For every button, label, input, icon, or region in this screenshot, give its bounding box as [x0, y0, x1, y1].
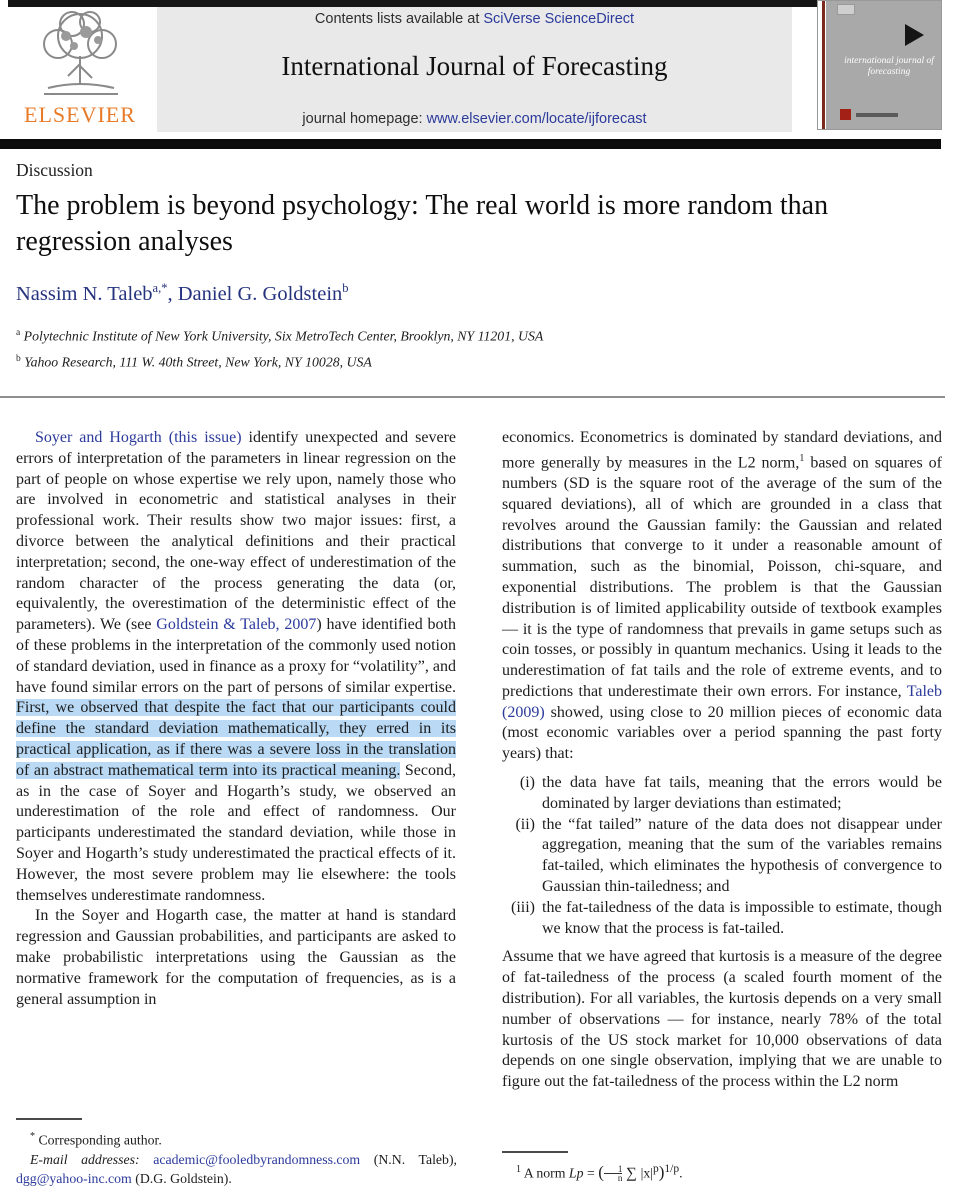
body-text-segment: Second, as in the case of Soyer and Hogarth’s study, we observed an underestimation of the role and effect of randomness. Our participants underestimated the standard deviation, while those in Soyer and Hogarth’s study underestimated the practical effects of it. However, the most severe problem may lie elsewhere: the tools themselves underestimate randomness. [16, 761, 456, 904]
list-item-marker: (i) [519, 774, 535, 792]
email-text-segment: (N.N. Taleb), [360, 1151, 457, 1167]
formula-fraction: $\frac{1}{n}$ [604, 1165, 623, 1182]
cover-title: international journal of forecasting [844, 56, 934, 77]
body-text-segment: economics. Econometrics is dominated by standard deviations, and more generally by measures in the L2 norm, [502, 429, 942, 472]
journal-banner [157, 7, 792, 132]
cover-top-logo [837, 4, 855, 15]
footnote-rule [502, 1151, 568, 1153]
paragraph: In the Soyer and Hogarth case, the matter at hand is standard regression and Gaussian probabilities, and participants are asked to make probabilistic interpretations using the Gaussian as the normative framework for the computation of frequencies, as is a general assumption in [16, 907, 456, 1008]
list-item-text: the fat-tailedness of the data is impossible to estimate, though we know that the process is fat-tailed. [542, 898, 942, 937]
affiliations [16, 322, 543, 374]
formula-variable: Lp [568, 1165, 584, 1181]
contents-line [157, 11, 792, 27]
summation-symbol: ∑ [622, 1165, 641, 1182]
highlighted-text: First, we observed that despite the fact that our participants could define the standard deviation mathematically, they erred in its practical application, as if there was a severe loss in the translation of an abstract mathematical term into its practical meaning. [16, 699, 456, 779]
paragraph [502, 428, 942, 765]
citation-link-soyer-hogarth[interactable]: Soyer and Hogarth (this issue) [35, 429, 242, 446]
affiliation-line [16, 348, 543, 374]
footnote-rule [16, 1118, 82, 1120]
sciverse-sciencedirect-link[interactable]: SciVerse ScienceDirect [483, 11, 635, 27]
formula-term-exponent: p [653, 1163, 659, 1175]
author-affiliation-marker: b [342, 281, 349, 295]
cover-publisher-text [856, 113, 898, 117]
article-head-rule [0, 396, 945, 399]
contents-prefix: Contents lists available at [314, 11, 484, 27]
corresponding-author-line [16, 1127, 457, 1150]
formula-exponent: 1/p [664, 1163, 680, 1175]
affiliation-text: Polytechnic Institute of New York University, Six MetroTech Center, Brooklyn, NY 11201, USA [20, 328, 544, 344]
journal-title: International Journal of Forecasting [281, 51, 668, 81]
footnote-number: 1 [516, 1164, 521, 1175]
cover-spine-stripe [822, 1, 825, 129]
email-link-goldstein[interactable]: dgg@yahoo-inc.com [16, 1170, 132, 1186]
affiliation-line [16, 322, 543, 348]
header-divider-bar [0, 139, 941, 149]
footnote-reference[interactable]: 1 [799, 452, 805, 464]
article-title: The problem is beyond psychology: The real world is more random than regression analyses [16, 190, 829, 257]
journal-cover-thumbnail[interactable] [817, 0, 942, 130]
list-item-marker: (ii) [515, 815, 535, 833]
formula-close-paren: ) [658, 1162, 665, 1182]
list-item-text: the data have fat tails, meaning that the errors would be dominated by larger deviations than estimated; [542, 774, 942, 812]
author-name[interactable]: Daniel G. Goldstein [177, 282, 343, 305]
author-name[interactable]: Nassim N. Taleb [16, 282, 153, 305]
list-item-marker: (iii) [511, 898, 535, 916]
list-item-text: the “fat tailed” nature of the data does not disappear under aggregation, meaning that the sum of the variables remains fat-tailed, which eliminates the hypothesis of convergence to Gaussian thin-tailedness; and [542, 815, 942, 896]
section-label: Discussion [16, 160, 93, 180]
elsevier-logo[interactable] [10, 6, 150, 132]
email-text-segment: (D.G. Goldstein). [131, 1170, 232, 1186]
body-text-segment: showed, using close to 20 million pieces of economic data (most economic variables over a period spanning the past forty years) that: [502, 703, 942, 763]
affiliation-marker: b [16, 354, 21, 365]
citation-link-taleb-2009[interactable]: Taleb (2009) [502, 682, 942, 721]
corresponding-author-footnote [16, 1118, 457, 1188]
author-separator: , [167, 282, 178, 305]
author-line [16, 281, 349, 306]
body-text-segment: ) have identified both of these problems in the interpretation of the commonly used notion of standard deviation, used in finance as a proxy for “volatility”, and have found similar errors on the part of persons of similar expertise. [16, 616, 457, 696]
email-addresses-line [16, 1150, 457, 1188]
enumerated-list [502, 773, 942, 939]
elsevier-tree-icon [28, 6, 132, 102]
formula-equals: = [583, 1165, 599, 1181]
affiliation-text: Yahoo Research, 111 W. 40th Street, New York, NY 10028, USA [20, 354, 372, 370]
cover-arrow-icon [905, 24, 924, 46]
paragraph [16, 428, 456, 906]
formula-prefix: A norm [521, 1165, 569, 1181]
left-column [16, 428, 456, 1093]
affiliation-marker: a [16, 328, 21, 338]
email-link-taleb[interactable]: academic@fooledbyrandomness.com [153, 1151, 361, 1167]
norm-formula-line [502, 1160, 943, 1184]
email-label: E-mail addresses: [30, 1151, 140, 1167]
elsevier-wordmark: ELSEVIER [24, 102, 136, 127]
body-text-segment: based on squares of numbers (SD is the square root of the average of the sum of the squared deviations), all of which are grounded in a class that revolves around the Gaussian family: the Gaussian and related distributions that converge to it under a reasonable amount of summation, such as the binomial, Poisson, chi-square, and exponential distributions. The problem is that the Gaussian distribution is of limited applicability outside of textbook examples — it is the type of randomness that prevails in game setups such as coin tosses, or possibly in quantum mechanics. Using it leads to the underestimation of fat tails and the role of extreme events, and to predictions that underestimate their own errors. For instance, [502, 454, 943, 700]
cover-publisher-logo [840, 109, 851, 120]
body-columns [16, 428, 942, 1093]
body-text-segment: identify unexpected and severe errors of interpretation of the parameters in linear regression on the part of people on whose expertise we rely upon, namely those who are involved in econometric and statistical analyses in their professional work. Their results show two major issues: first, a divorce between the analytical definitions and their practical interpretation; second, the one-way effect of underestimation of the random character of the process generating the data (or, equivalently, the overestimation of the deterministic effect of the parameters). We (see [16, 429, 456, 634]
paragraph: Assume that we have agreed that kurtosis is a measure of the degree of fat-tailedness of the process (a scaled fourth moment of the distribution). For all variables, the kurtosis depends on a very small number of observations — for instance, nearly 78% of the total kurtosis of the US stock market for 10,000 observations of data depends on one single observation, implying that we are unable to figure out the fat-tailedness of the process within the L2 norm [502, 948, 942, 1091]
norm-footnote [502, 1151, 943, 1184]
right-column [502, 428, 942, 1093]
formula-term: |x| [640, 1165, 653, 1181]
journal-homepage-link[interactable]: www.elsevier.com/locate/ijforecast [426, 111, 647, 127]
formula-open-paren: ( [598, 1162, 604, 1182]
homepage-line [157, 111, 792, 127]
citation-link-goldstein-taleb-2007[interactable]: Goldstein & Taleb, 2007 [156, 616, 317, 634]
formula-period: . [679, 1165, 683, 1181]
homepage-prefix: journal homepage: [302, 111, 427, 127]
list-item [502, 815, 942, 898]
asterisk-marker: * [30, 1131, 35, 1142]
author-affiliation-marker: a,* [152, 281, 168, 295]
list-item [502, 773, 942, 815]
cover-background [826, 1, 941, 129]
list-item [502, 898, 942, 940]
corresponding-author-text: Corresponding author. [35, 1132, 162, 1148]
